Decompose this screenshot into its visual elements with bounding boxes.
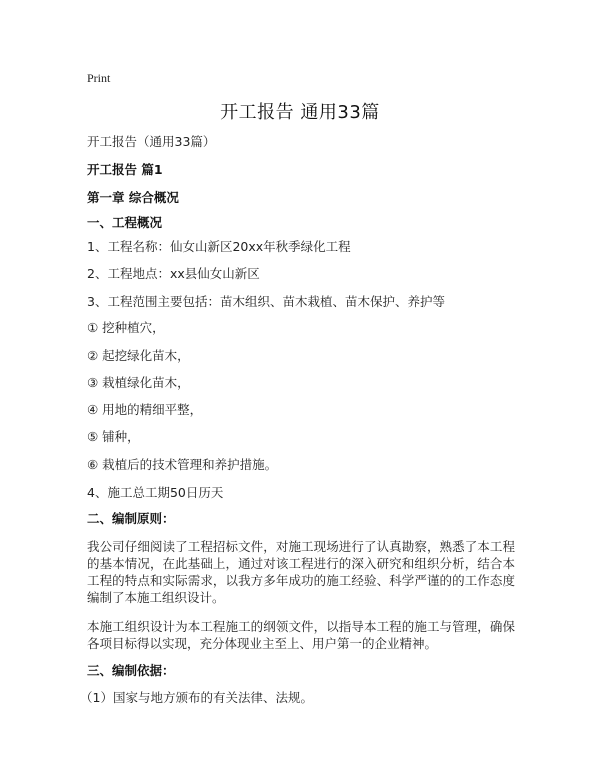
part1-heading: 一、工程概况 [87,215,163,230]
sub-list-item: ③ 栽植绿化苗木， [87,375,190,390]
print-label[interactable]: Print [87,71,111,85]
sub-list-item: ④ 用地的精细平整， [87,402,203,417]
document-subtitle: 开工报告（通用33篇） [87,134,216,149]
part2-heading: 二、编制原则： [87,511,175,526]
sub-list-item: ⑤ 铺种， [87,429,140,444]
list-item: 2、工程地点：xx县仙女山新区 [87,266,260,281]
document-title: 开工报告 通用33篇 [220,102,380,123]
paragraph: 我公司仔细阅读了工程招标文件，对施工现场进行了认真勘察，熟悉了本工程的基本情况，在此基础上，通过对该工程进行的深入研究和组织分析，结合本工程的特点和实际需求，以我方多年成功的施工经验、科学严谨的的工作态度编制了本施工组织设计。 [87,539,515,605]
list-item: 3、工程范围主要包括：苗木组织、苗木栽植、苗木保护、养护等 [87,294,445,309]
duration-item: 4、施工总工期50日历天 [87,485,224,500]
sub-list-item: ② 起挖绿化苗木， [87,348,190,363]
chapter-title: 第一章 综合概况 [87,190,179,205]
list-item: 1、工程名称：仙女山新区20xx年秋季绿化工程 [87,239,351,254]
paragraph: 本施工组织设计为本工程施工的纲领文件，以指导本工程的施工与管理，确保各项目标得以实现，充分体现业主至上、用户第一的企业精神。 [87,619,515,651]
sub-list-item: ① 挖种植穴， [87,320,165,335]
section-title: 开工报告 篇1 [87,162,163,177]
list-item: （1）国家与地方颁布的有关法律、法规。 [80,690,313,705]
sub-list-item: ⑥ 栽植后的技术管理和养护措施。 [87,457,278,472]
part3-heading: 三、编制依据： [87,663,175,678]
